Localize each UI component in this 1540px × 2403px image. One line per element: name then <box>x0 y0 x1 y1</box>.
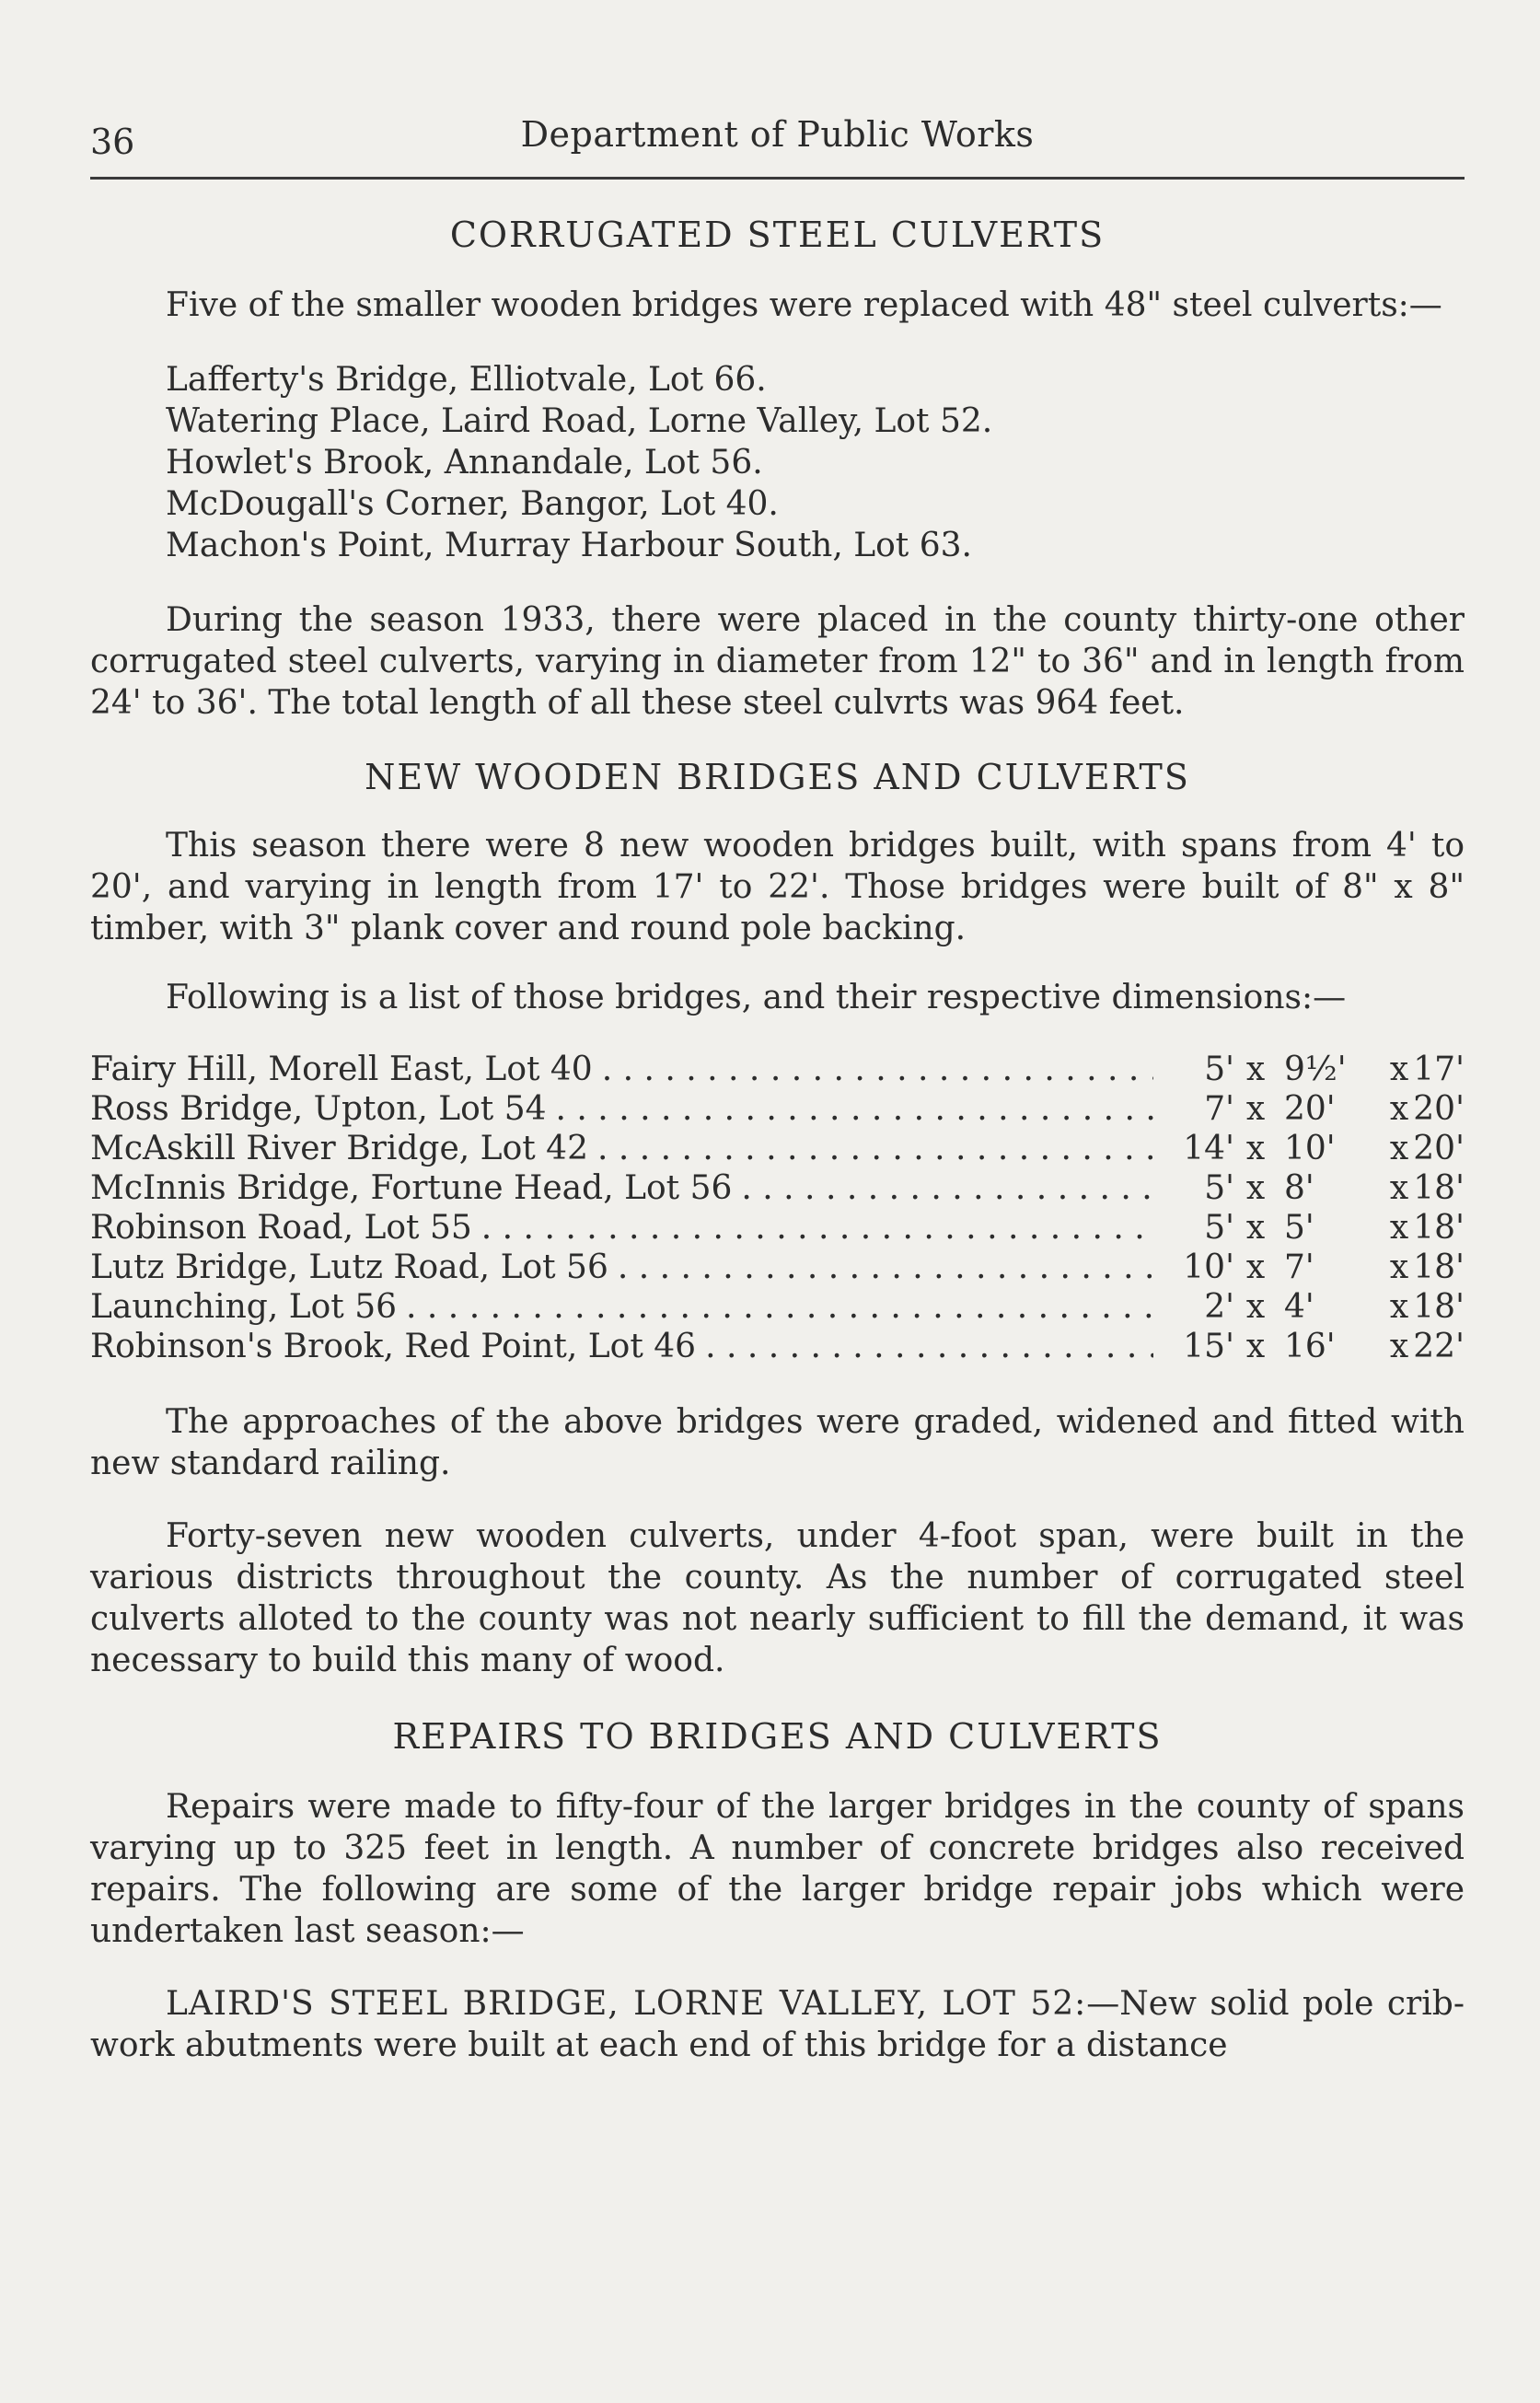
dimension-2: 20' <box>1284 1090 1336 1128</box>
running-title: Department of Public Works <box>520 114 1035 155</box>
dot-leader <box>406 1287 1153 1327</box>
dot-leader <box>556 1089 1153 1129</box>
wooden-culverts-paragraph: Forty-seven new wooden culverts, under 4-foot span, were built in the various districts throughout the county. As the number of corrugated steel culverts alloted to the county was not nearly sufficient to fill the demand, it was necessary to build this many of wood. <box>90 1517 1465 1679</box>
dot-leader <box>705 1327 1153 1366</box>
dimension-3: 20' <box>1413 1130 1465 1167</box>
dimension-2: 10' <box>1284 1130 1336 1167</box>
times-sign: x <box>1389 1328 1409 1365</box>
bridge-list-intro: Following is a list of those bridges, and their respective dimensions:— <box>166 979 1347 1016</box>
dimension-1: 15' <box>1183 1328 1234 1365</box>
times-sign: x <box>1245 1248 1266 1286</box>
dimension-3: 18' <box>1413 1288 1465 1326</box>
table-row <box>90 1248 1465 1287</box>
lairds-bridge-text: —New solid pole crib-work abutments were built at each end of this bridge for a distance <box>90 1985 1465 2064</box>
table-row <box>90 1208 1465 1248</box>
times-sign: x <box>1245 1209 1266 1247</box>
dimension-3: 18' <box>1413 1169 1465 1207</box>
dimension-2: 8' <box>1284 1169 1314 1207</box>
table-row <box>90 1327 1465 1366</box>
dimension-3: 20' <box>1413 1090 1465 1128</box>
dimension-2: 9½' <box>1284 1051 1347 1088</box>
dimension-2: 5' <box>1284 1209 1314 1247</box>
culvert-location-list <box>90 359 1465 566</box>
times-sign: x <box>1389 1090 1409 1128</box>
table-row <box>90 1089 1465 1129</box>
bridge-name: Lutz Bridge, Lutz Road, Lot 56 <box>90 1248 608 1286</box>
dimension-1: 5' <box>1204 1051 1234 1088</box>
times-sign: x <box>1245 1090 1266 1128</box>
times-sign: x <box>1389 1209 1409 1247</box>
dot-leader <box>602 1050 1153 1089</box>
lairds-bridge-lead: LAIRD'S STEEL BRIDGE, LORNE VALLEY, LOT 52: <box>166 1985 1087 2023</box>
new-bridges-paragraph: This season there were 8 new wooden bridges built, with spans from 4' to 20', and varying in length from 17' to 22'. Those bridges were built of 8" x 8" timber, with 3" plank cover and round pole backing. <box>90 827 1465 947</box>
dot-leader <box>741 1168 1153 1208</box>
bridge-name: McInnis Bridge, Fortune Head, Lot 56 <box>90 1169 733 1207</box>
dimension-1: 10' <box>1183 1248 1234 1286</box>
bridge-name: Ross Bridge, Upton, Lot 54 <box>90 1090 547 1128</box>
running-head <box>90 101 1465 180</box>
page-number: 36 <box>90 122 135 162</box>
table-row <box>90 1287 1465 1327</box>
dimension-2: 4' <box>1284 1288 1314 1326</box>
page <box>90 101 1465 2066</box>
dimension-1: 14' <box>1183 1130 1234 1167</box>
bridge-dimensions-table <box>90 1050 1465 1366</box>
times-sign: x <box>1245 1328 1266 1365</box>
culverts-season-paragraph: During the season 1933, there were placed in the county thirty-one other corrugated steel culverts, varying in diameter from 12" to 36" and in length from 24' to 36'. The total length of all these steel culvrts was 964 feet. <box>90 601 1465 722</box>
times-sign: x <box>1389 1288 1409 1326</box>
times-sign: x <box>1245 1288 1266 1326</box>
dimension-3: 18' <box>1413 1209 1465 1247</box>
list-item: Watering Place, Laird Road, Lorne Valley, Lot 52. <box>166 402 993 440</box>
bridge-name: Robinson's Brook, Red Point, Lot 46 <box>90 1328 697 1365</box>
table-row <box>90 1129 1465 1168</box>
repairs-paragraph: Repairs were made to fifty-four of the larger bridges in the county of spans varying up to 325 feet in length. A number of concrete bridges also received repairs. The following are some of the larger bridge repair jobs which were undertaken last season:— <box>90 1788 1465 1950</box>
table-row <box>90 1050 1465 1089</box>
times-sign: x <box>1245 1130 1266 1167</box>
dimension-2: 7' <box>1284 1248 1314 1286</box>
bridge-name: Launching, Lot 56 <box>90 1288 398 1326</box>
times-sign: x <box>1389 1051 1409 1088</box>
section-heading-new-wooden-bridges: NEW WOODEN BRIDGES AND CULVERTS <box>365 757 1190 797</box>
table-row <box>90 1168 1465 1208</box>
times-sign: x <box>1245 1169 1266 1207</box>
bridge-name: McAskill River Bridge, Lot 42 <box>90 1130 588 1167</box>
culverts-intro: Five of the smaller wooden bridges were replaced with 48" steel culverts:— <box>166 286 1442 324</box>
list-item: Machon's Point, Murray Harbour South, Lot 63. <box>166 527 972 564</box>
list-item: Lafferty's Bridge, Elliotvale, Lot 66. <box>166 361 767 399</box>
dot-leader <box>597 1129 1153 1168</box>
dimension-2: 16' <box>1284 1328 1336 1365</box>
dimension-1: 2' <box>1204 1288 1234 1326</box>
dimension-1: 5' <box>1204 1209 1234 1247</box>
times-sign: x <box>1389 1130 1409 1167</box>
lairds-bridge-paragraph <box>90 1983 1465 2066</box>
dot-leader <box>481 1208 1153 1248</box>
bridge-name: Fairy Hill, Morell East, Lot 40 <box>90 1051 593 1088</box>
list-item: Howlet's Brook, Annandale, Lot 56. <box>166 444 763 482</box>
list-item: McDougall's Corner, Bangor, Lot 40. <box>166 485 779 523</box>
section-heading-corrugated-culverts: CORRUGATED STEEL CULVERTS <box>449 215 1106 255</box>
dimension-3: 22' <box>1413 1328 1465 1365</box>
dimension-3: 18' <box>1413 1248 1465 1286</box>
times-sign: x <box>1389 1248 1409 1286</box>
dimension-3: 17' <box>1413 1051 1465 1088</box>
approaches-paragraph: The approaches of the above bridges were graded, widened and fitted with new standard railing. <box>90 1403 1465 1482</box>
times-sign: x <box>1245 1051 1266 1088</box>
dimension-1: 7' <box>1204 1090 1234 1128</box>
section-heading-repairs: REPAIRS TO BRIDGES AND CULVERTS <box>392 1716 1163 1757</box>
dot-leader <box>618 1248 1153 1287</box>
dimension-1: 5' <box>1204 1169 1234 1207</box>
times-sign: x <box>1389 1169 1409 1207</box>
bridge-name: Robinson Road, Lot 55 <box>90 1209 472 1247</box>
